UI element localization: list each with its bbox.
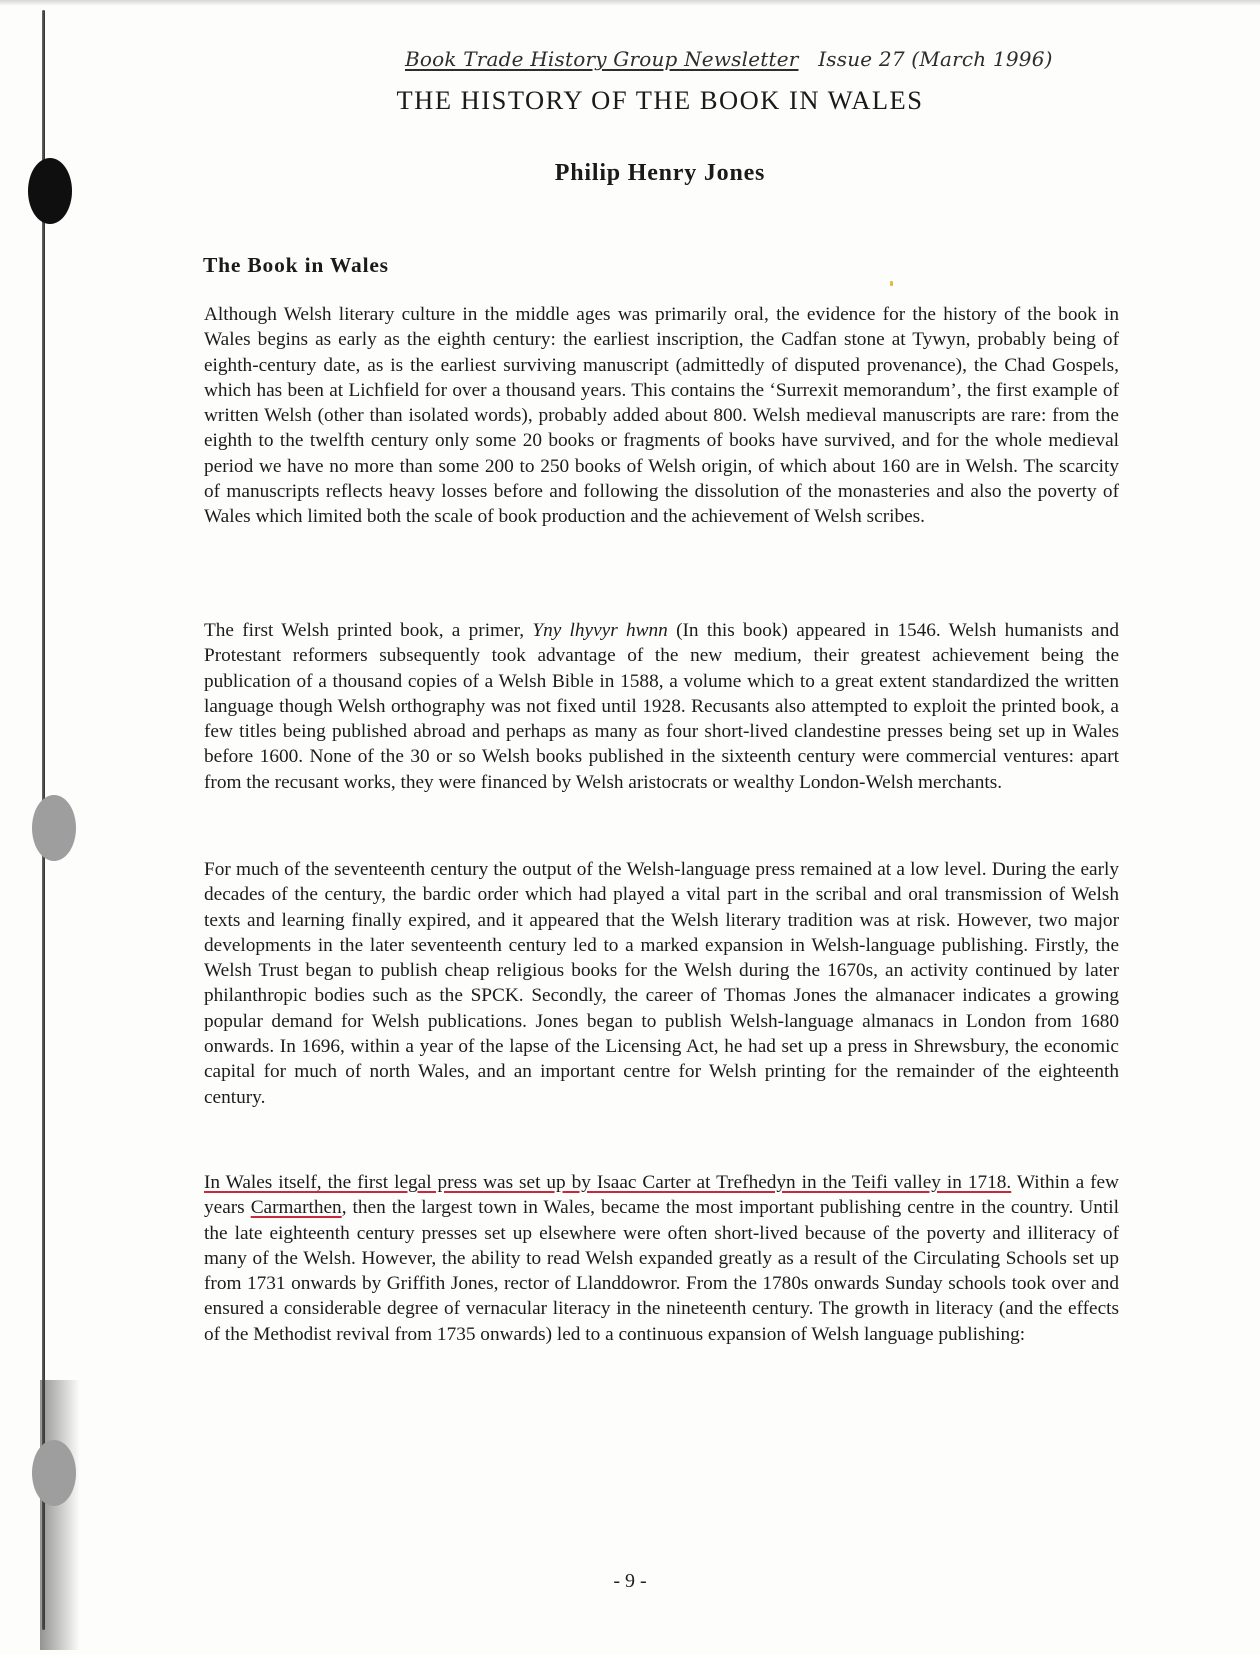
page-top-edge [0, 0, 1260, 6]
paragraph-4-rest: , then the largest town in Wales, became the most important publishing centre in the country. Until the late eighteenth century presses set up elsewhere were often short-lived because of the poverty and illiteracy of many of the Welsh. However, the ability to read Welsh expanded greatly as a result of the Circulating Schools set up from 1731 onwards by Griffith Jones, rector of Llanddowror. From the 1780s onwards Sunday schools took over and ensured a considerable degree of vernacular literacy in the nineteenth century. The growth in literacy (and the effects of the Methodist revival from 1735 onwards) led to a continuous expansion of Welsh language publishing: [204, 1197, 1119, 1345]
section-heading: The Book in Wales [203, 253, 389, 277]
underlined-place: Carmarthen [250, 1197, 342, 1219]
binding-shadow [40, 1380, 80, 1650]
paragraph-3: For much of the seventeenth century the output of the Welsh-language press remained at a low level. During the early decades of the century, the bardic order which had played a vital part in the scribal and oral transmission of Welsh texts and learning finally expired, and it appeared that the Welsh literary tradition was at risk. However, two major developments in the later seventeenth century led to a marked expansion in Welsh-language publishing. Firstly, the Welsh Trust began to publish cheap religious books for the Welsh during the 1670s, an activity continued by later philanthropic bodies such as the SPCK. Secondly, the career of Thomas Jones the almanacer indicates a growing popular demand for Welsh publications. Jones began to publish Welsh-language almanacs in London from 1680 onwards. In 1696, within a year of the lapse of the Licensing Act, he had set up a press in Shrewsbury, the economic capital for much of north Wales, and an important centre for Welsh printing for the remainder of the eighteenth century. [204, 859, 1119, 1108]
paragraph-2-rest: (In this book) appeared in 1546. Welsh humanists and Protestant reformers subsequently took advantage of the new medium, their greatest achievement being the publication of a thousand copies of a Welsh Bible in 1588, a volume which to a great extent standardized the written language though Welsh orthography was not fixed until 1928. Recusants also attempted to exploit the printed book, a few titles being published abroad and perhaps as many as four short-lived clandestine presses being set up in Wales before 1600. None of the 30 or so Welsh books published in the sixteenth century were commercial ventures: apart from the recusant works, they were financed by Welsh aristocrats or wealthy London-Welsh merchants. [204, 620, 1119, 793]
paragraph-2 [204, 618, 1119, 795]
paragraph-1: Although Welsh literary culture in the middle ages was primarily oral, the evidence for the history of the book in Wales begins as early as the eighth century: the earliest inscription, the Cadfan stone at Tywyn, probably being of eighth-century date, as is the earliest surviving manuscript (admittedly of disputed provenance), the Chad Gospels, which has been at Lichfield for over a thousand years. This contains the ‘Surrexit memorandum’, the first example of written Welsh (other than isolated words), probably added about 800. Welsh medieval manuscripts are rare: from the eighth to the twelfth century only some 20 books or fragments of books have survived, and for the whole medieval period we have no more than some 200 to 250 books of Welsh origin, of which about 160 are in Welsh. The scarcity of manuscripts reflects heavy losses before and following the dissolution of the monasteries and also the poverty of Wales which limited both the scale of book production and the achievement of Welsh scribes. [204, 304, 1119, 528]
article-author: Philip Henry Jones [554, 160, 766, 186]
paragraph-2-start: The first Welsh printed book, a primer, [204, 620, 533, 641]
punch-hole-icon [32, 795, 76, 861]
handwritten-issue: Issue 27 (March 1996) [818, 47, 1053, 71]
page-number: - 9 - [613, 1570, 647, 1592]
handwritten-newsletter-name: Book Trade History Group Newsletter [405, 47, 799, 71]
book-title-italic: Yny lhyvyr hwnn [532, 620, 668, 641]
article-title: THE HISTORY OF THE BOOK IN WALES [396, 85, 924, 115]
stain-speck [890, 281, 893, 286]
paragraph-4 [204, 1170, 1119, 1347]
punch-hole-icon [28, 158, 72, 224]
underlined-sentence: In Wales itself, the first legal press was set up by Isaac Carter at Trefhedyn in the Teifi valley in 1718. [204, 1172, 1012, 1193]
punch-hole-icon [32, 1440, 76, 1506]
paragraph-4-mid: Within a few years [204, 1172, 1119, 1219]
handwritten-source-note [405, 47, 1053, 77]
